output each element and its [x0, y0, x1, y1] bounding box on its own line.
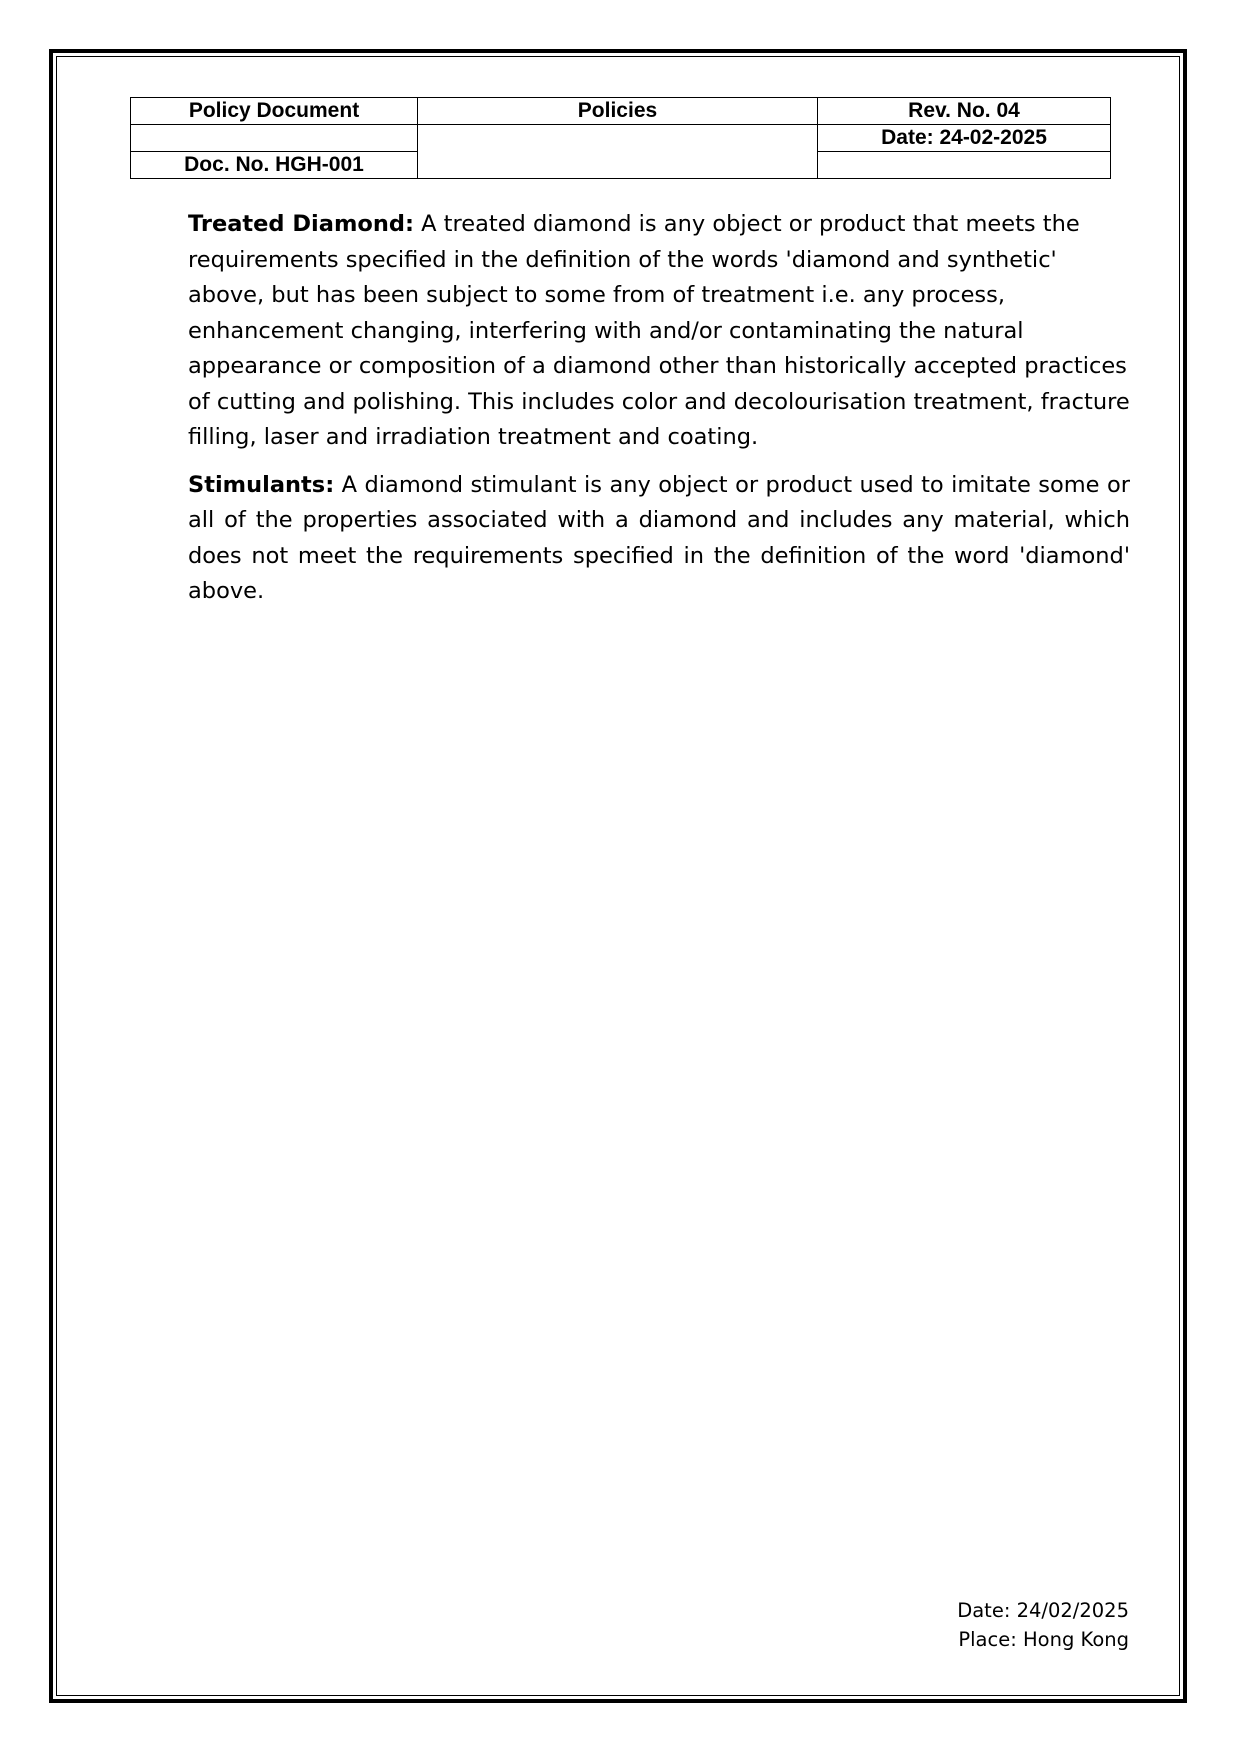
empty-cell [818, 152, 1111, 179]
date-cell: Date: 24-02-2025 [818, 125, 1111, 152]
empty-cell [131, 125, 418, 152]
footer-place: Place: Hong Kong [958, 1628, 1129, 1651]
footer-date: Date: 24/02/2025 [957, 1599, 1129, 1622]
definition-paragraph-stimulants [188, 468, 1130, 610]
definition-term: Stimulants: [188, 471, 335, 498]
definition-text: A diamond stimulant is any object or product used to imitate some or all of the properties associated with a diamond and includes any material, which does not meet the requirements specified in the definition of the word 'diamond' above. [188, 471, 1130, 604]
definition-paragraph-treated-diamond [188, 207, 1130, 456]
doc-no-cell: Doc. No. HGH-001 [131, 152, 418, 179]
definition-term: Treated Diamond: [188, 211, 414, 237]
document-footer [957, 1596, 1129, 1654]
definition-text: A treated diamond is any object or product that meets the requirements specified in the definition of the words 'diamond and synthetic' above, but has been subject to some from of treatment i.e. any process, enhancement changing, interfering with and/or contaminating the natural appearance or composition of a diamond other than historically accepted practices of cutting and polishing. This includes color and decolourisation treatment, fracture filling, laser and irradiation treatment and coating. [188, 211, 1130, 450]
rev-no-cell: Rev. No. 04 [818, 98, 1111, 125]
title-cell: Policies [418, 98, 818, 125]
document-body [188, 207, 1130, 622]
document-header-table [130, 97, 1111, 179]
doc-type-cell: Policy Document [131, 98, 418, 125]
title-spacer-cell [418, 125, 818, 179]
header-row [131, 125, 1111, 152]
header-row [131, 98, 1111, 125]
